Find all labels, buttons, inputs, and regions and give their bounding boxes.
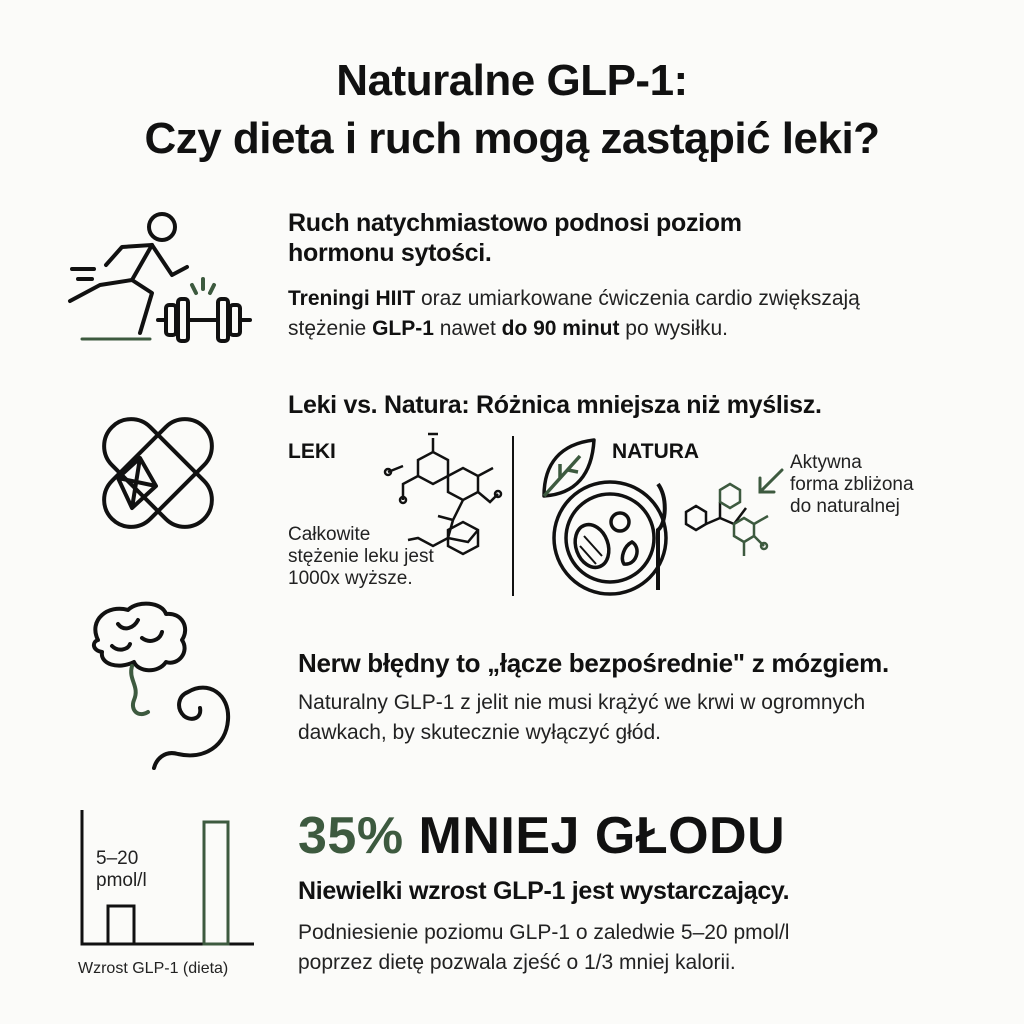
section3-text-line2: dawkach, by skutecznie wyłączyć głód. [298,721,661,744]
section4-heading: Niewielki wzrost GLP-1 jest wystarczający. [298,877,790,905]
food-plate-icon [550,478,680,598]
natura-tag: NATURA [612,440,700,463]
brain-stomach-icon [78,600,248,770]
chart-label-line1: 5–20 [96,848,139,869]
section1-heading-line1: Ruch natychmiastowo podnosi poziom [288,209,742,237]
chart-label [96,848,147,892]
leki-note-line1: Całkowite [288,524,371,545]
section1-heading-line2: hormonu sytości. [288,239,492,267]
section4-text [298,918,789,978]
section1-text-bold1: Treningi HIIT [288,287,416,310]
title-line-1: Naturalne GLP-1: [336,56,688,105]
section1-text-bold3: do 90 minut [501,317,620,340]
natura-note-line3: do naturalnej [790,496,900,517]
divider [512,436,514,596]
section1-text-line2b: nawet [433,317,502,340]
leki-note-line3: 1000x wyższe. [288,568,413,589]
title-line-2: Czy dieta i ruch mogą zastąpić leki? [144,114,880,163]
chart-label-line2: pmol/l [96,870,147,891]
chart-caption: Wzrost GLP-1 (dieta) [78,960,229,977]
section1-text-line2a: stężenie [288,317,373,340]
headline-stat [298,806,785,866]
section1-text [288,284,860,344]
section2-heading: Leki vs. Natura: Różnica mniejsza niż myślisz. [288,391,822,419]
section1-text-bold2: GLP-1 [372,317,434,340]
page-title [0,52,1024,168]
headline-stat-percent: 35% [298,807,404,865]
section4-text-line2: poprzez dietę pozwala zjeść o 1/3 mniej kalorii. [298,951,736,974]
section3-heading: Nerw błędny to „łącze bezpośrednie" z mózgiem. [298,648,889,678]
section1-heading [288,208,742,268]
section3-text-line1: Naturalny GLP-1 z jelit nie musi krążyć we krwi w ogromnych [298,691,866,714]
pill-capsules-icon [88,408,228,538]
section3-text [298,688,865,748]
natura-note-line2: forma zbliżona [790,474,914,495]
natura-note [790,452,914,518]
running-person-dumbbell-icon [62,205,262,345]
headline-stat-text: MNIEJ GŁODU [403,807,786,865]
section1-text-line2c: po wysiłku. [619,317,729,340]
leki-note [288,524,434,590]
leki-tag: LEKI [288,440,336,463]
natura-note-line1: Aktywna [790,452,862,473]
leki-note-line2: stężenie leku jest [288,546,434,567]
section4-text-line1: Podniesienie poziomu GLP-1 o zaledwie 5–20 pmol/l [298,921,790,944]
section1-text-line1: oraz umiarkowane ćwiczenia cardio zwiększają [415,287,860,310]
arrow-icon [756,466,786,496]
